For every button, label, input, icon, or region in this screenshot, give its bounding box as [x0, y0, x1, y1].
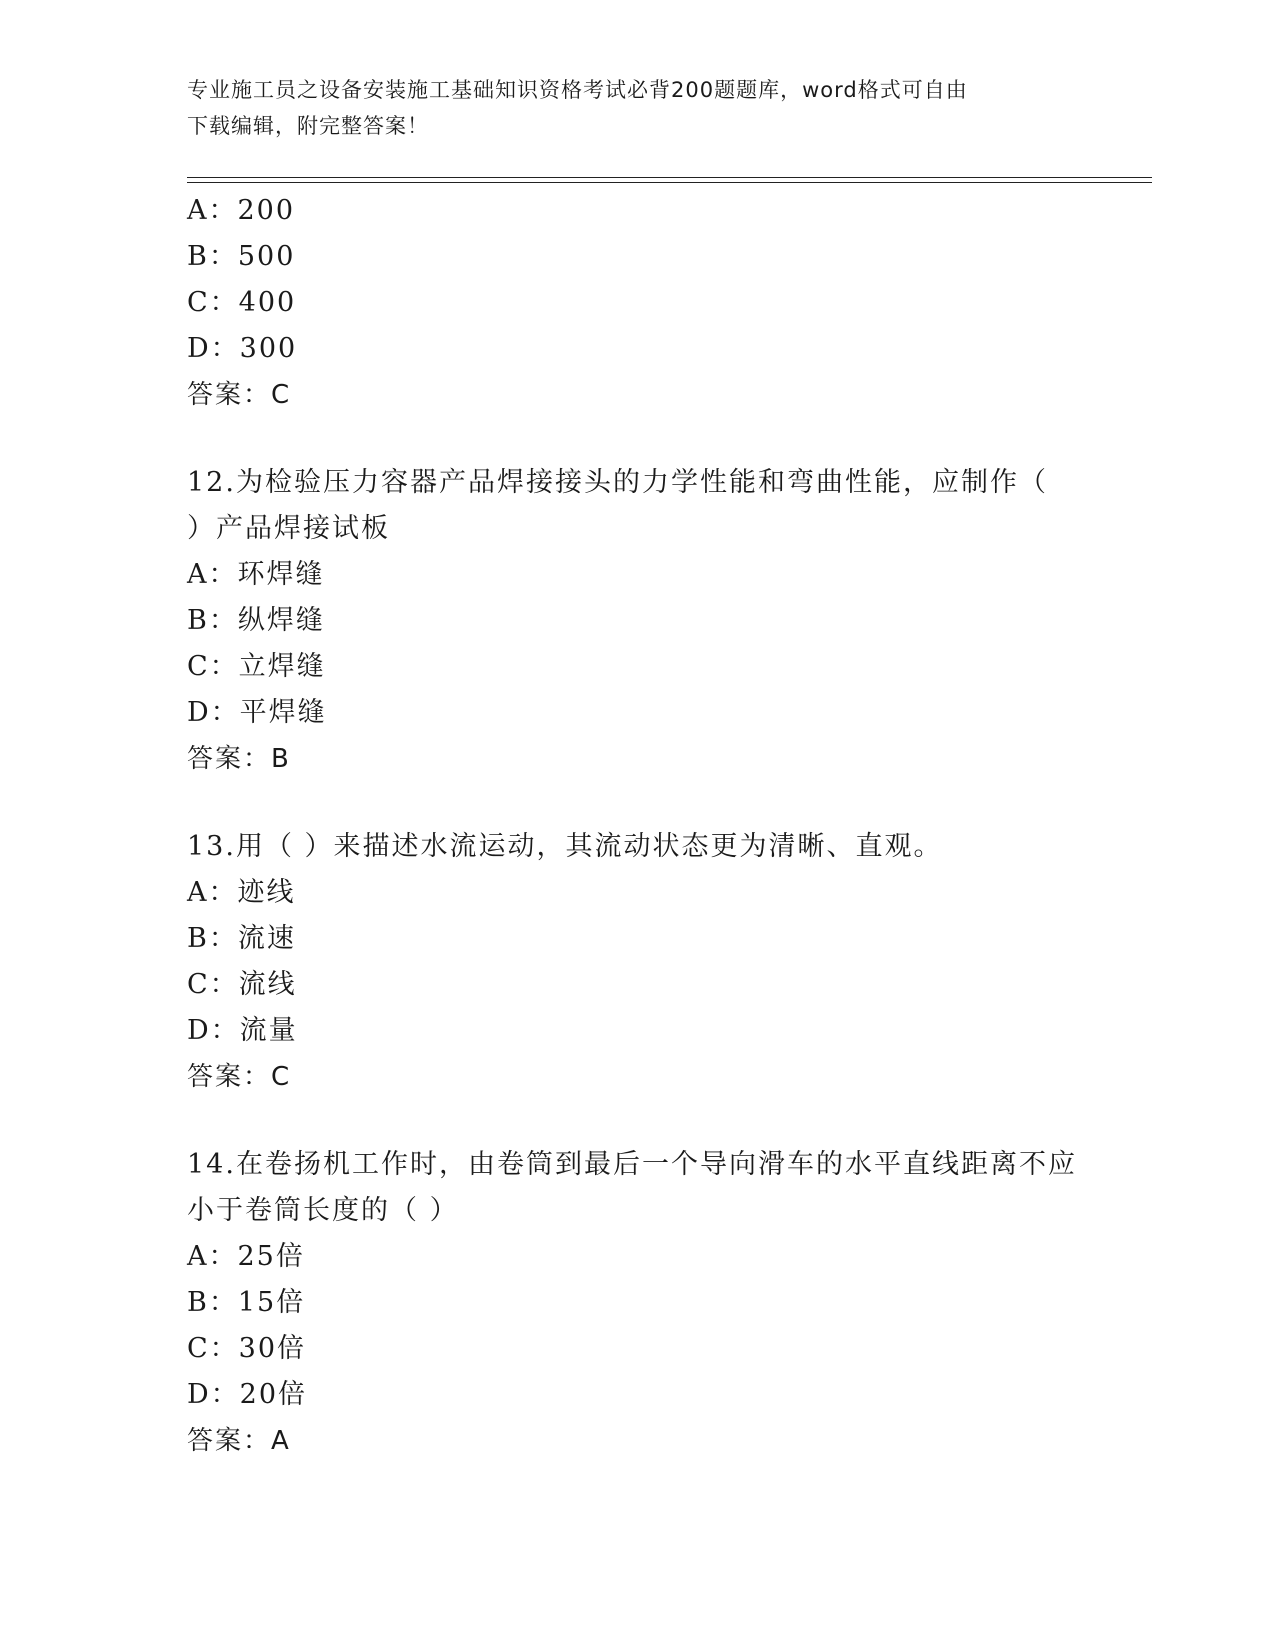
header-line-2: 下载编辑，附完整答案！: [187, 114, 429, 138]
option-b: B：纵焊缝: [187, 605, 325, 636]
question-block: [187, 460, 1087, 782]
header-line-1: 专业施工员之设备安装施工基础知识资格考试必背200题题库，word格式可自由: [187, 78, 968, 102]
header-divider-bottom: [187, 182, 1152, 183]
document-header: [187, 72, 1087, 144]
question-block: [187, 824, 1087, 1100]
option-a: A：25倍: [187, 1241, 305, 1272]
question-text-line: 14.在卷扬机工作时，由卷筒到最后一个导向滑车的水平直线距离不应: [187, 1149, 1077, 1180]
header-divider-top: [187, 177, 1152, 178]
option-b: B：500: [187, 241, 296, 272]
option-a: A：环焊缝: [187, 559, 325, 590]
answer: 答案：B: [187, 744, 291, 774]
question-block: [187, 1142, 1087, 1464]
question-text-line: 13.用（ ）来描述水流运动，其流动状态更为清晰、直观。: [187, 831, 943, 862]
answer: 答案：A: [187, 1426, 291, 1456]
question-block: [187, 188, 1087, 418]
block-spacer: [187, 1100, 1087, 1142]
question-text-line: 12.为检验压力容器产品焊接接头的力学性能和弯曲性能，应制作（: [187, 467, 1048, 498]
option-b: B：15倍: [187, 1287, 306, 1318]
option-d: D：流量: [187, 1015, 298, 1046]
block-spacer: [187, 418, 1087, 460]
answer: 答案：C: [187, 1062, 292, 1092]
option-c: C：400: [187, 287, 297, 318]
option-a: A：迹线: [187, 877, 296, 908]
answer: 答案：C: [187, 380, 292, 410]
option-d: D：平焊缝: [187, 697, 327, 728]
option-d: D：300: [187, 333, 298, 364]
option-a: A：200: [187, 195, 296, 226]
question-text-line: 小于卷筒长度的（ ）: [187, 1195, 459, 1226]
option-b: B：流速: [187, 923, 296, 954]
option-c: C：30倍: [187, 1333, 307, 1364]
question-list: [187, 188, 1087, 1464]
question-text-line: ）产品焊接试板: [187, 513, 390, 544]
option-c: C：流线: [187, 969, 297, 1000]
option-c: C：立焊缝: [187, 651, 326, 682]
block-spacer: [187, 782, 1087, 824]
option-d: D：20倍: [187, 1379, 308, 1410]
